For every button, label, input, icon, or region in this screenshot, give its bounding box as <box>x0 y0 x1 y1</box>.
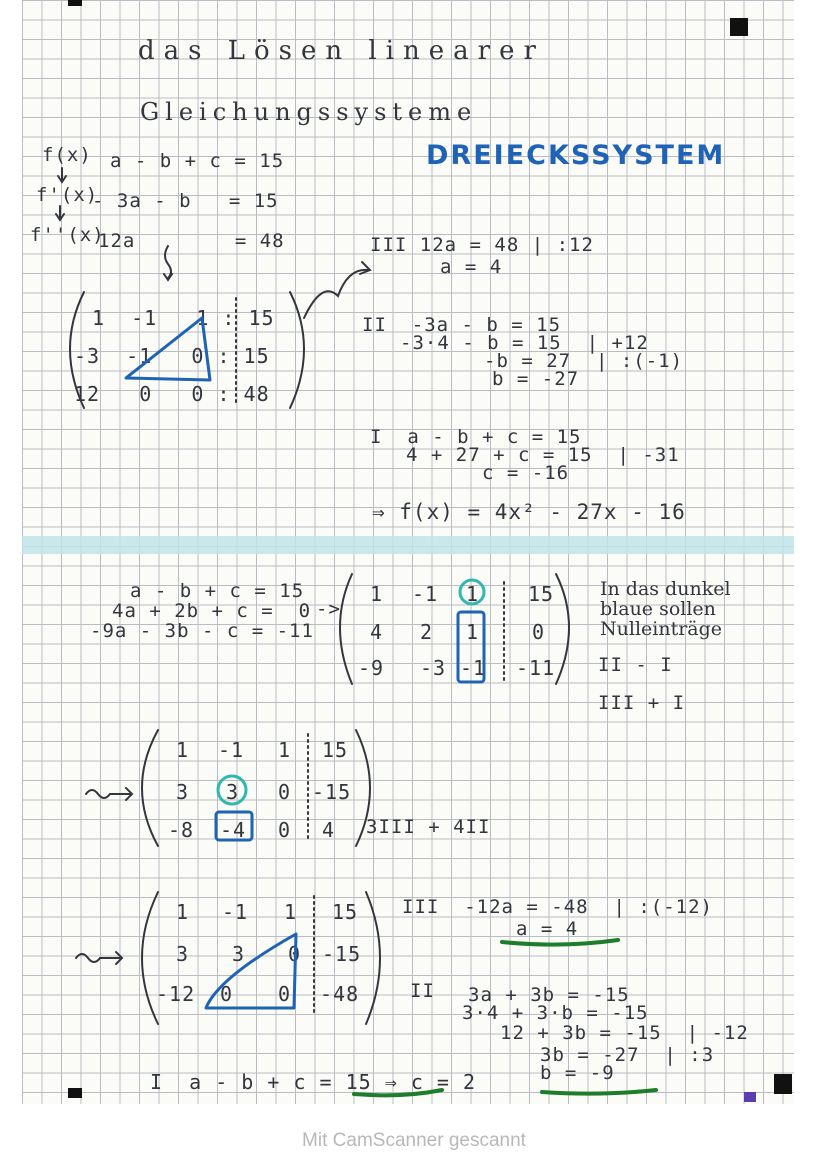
s2-solve2-label: II <box>410 980 435 1002</box>
note-line-3: Nulleinträge <box>600 618 723 640</box>
m2-r1-c2: -1 <box>218 738 245 762</box>
heading-line-2: Gleichungssysteme <box>140 98 478 126</box>
m1-r2-c4: 0 <box>532 620 546 644</box>
m3-r3-c1: -12 <box>156 982 196 1006</box>
m2-r2-c1: 3 <box>176 780 190 804</box>
blue-box-1 <box>458 612 487 682</box>
operation-2: III + I <box>598 692 686 714</box>
annotations-layer <box>22 0 794 1104</box>
label-f-prime: f'(x) <box>36 184 99 206</box>
m1-r2-c2: 2 <box>420 620 434 644</box>
m3-r1-c4: 15 <box>332 900 359 924</box>
m1-r1-c3: 1 <box>466 582 480 606</box>
solve2-line-1: II -3a - b = 15 <box>362 314 562 336</box>
m3-r3-c4: -48 <box>320 982 360 1006</box>
solve3-line-1: III 12a = 48 | :12 <box>370 234 594 256</box>
m2-r1-c3: 1 <box>278 738 292 762</box>
solve2-line-2: -3·4 - b = 15 | +12 <box>400 332 649 354</box>
equation-2: - 3a - b = 15 <box>92 190 279 212</box>
solve1-line-2: 4 + 27 + c = 15 | -31 <box>406 444 680 466</box>
solve3-line-2: a = 4 <box>440 256 503 278</box>
teal-circle-2 <box>218 776 246 804</box>
result-function: ⇒ f(x) = 4x² - 27x - 16 <box>372 500 686 524</box>
m1-r3-c4: -11 <box>516 656 556 680</box>
m3-r3-c3: 0 <box>278 982 292 1006</box>
solve2-line-4: b = -27 <box>492 368 580 390</box>
squiggle-down <box>164 246 172 280</box>
m1-r3-c1: -9 <box>358 656 385 680</box>
m2-r1-c1: 1 <box>176 738 190 762</box>
m1-r1-c2: -1 <box>412 582 439 606</box>
down-arrow-1 <box>58 168 66 182</box>
m2-r3-c1: -8 <box>168 818 195 842</box>
blue-box-2 <box>216 812 252 840</box>
scanner-watermark: Mit CamScanner gescannt <box>302 1130 526 1151</box>
wavy-arrow-2 <box>76 952 122 964</box>
m1-r2-c3: 1 <box>466 620 480 644</box>
s2-solve2-line-3: 12 + 3b = -15 | -12 <box>500 1022 749 1044</box>
matrix-row-3: 12 0 0 : 48 <box>74 382 270 406</box>
matrix-row-1: 1 -1 1 : 15 <box>92 306 275 330</box>
note-line-2: blaue sollen <box>600 598 716 620</box>
m3-r1-c1: 1 <box>176 900 190 924</box>
s2-equation-2: 4a + 2b + c = 0 <box>112 600 312 622</box>
s2-solve2-line-1: 3a + 3b = -15 <box>468 984 630 1006</box>
m3-r2-c4: -15 <box>322 942 362 966</box>
m2-r3-c3: 0 <box>278 818 292 842</box>
note-line-1: In das dunkel <box>600 578 731 600</box>
matrix-row-2: -3 -1 0 : 15 <box>74 344 270 368</box>
label-f: f(x) <box>42 144 92 166</box>
solve1-line-3: c = -16 <box>482 462 570 484</box>
m2-r1-c4: 15 <box>322 738 349 762</box>
s2-arrow: -> <box>316 598 341 620</box>
m2-r3-c2: -4 <box>220 818 247 842</box>
m2-r2-c2: 3 <box>226 780 240 804</box>
s2-equation-1: a - b + c = 15 <box>130 580 305 602</box>
equation-1: a - b + c = 15 <box>110 150 285 172</box>
m3-r2-c2: 3 <box>232 942 246 966</box>
s2-solve3-line-2: a = 4 <box>516 918 579 940</box>
m1-r3-c3: -1 <box>460 656 487 680</box>
solve2-line-3: -b = 27 | :(-1) <box>484 350 684 372</box>
wavy-arrow-1 <box>86 788 132 800</box>
equation-3: 12a = 48 <box>98 230 285 252</box>
heading-line-1: das Lösen linearer <box>138 36 545 66</box>
down-arrow-2 <box>56 206 64 220</box>
matrix-bracket-left <box>70 292 84 408</box>
curly-arrow <box>304 270 368 318</box>
m2-r2-c4: -15 <box>312 780 352 804</box>
s2-solve2-line-5: b = -9 <box>540 1062 615 1084</box>
m3-r3-c2: 0 <box>220 982 234 1006</box>
m1-r1-c4: 15 <box>528 582 555 606</box>
green-underline-1 <box>502 940 618 945</box>
teal-circle-1 <box>460 580 484 604</box>
m1-r2-c1: 4 <box>370 620 384 644</box>
label-f-double-prime: f''(x) <box>30 224 105 246</box>
s2-equation-3: -9a - 3b - c = -11 <box>90 620 314 642</box>
operation-3: 3III + 4II <box>366 816 491 838</box>
m1-r1-c1: 1 <box>370 582 384 606</box>
operation-1: II - I <box>598 654 673 676</box>
s2-solve2-line-4: 3b = -27 | :3 <box>540 1044 715 1066</box>
green-underline-2 <box>542 1090 656 1094</box>
m3-r1-c3: 1 <box>284 900 298 924</box>
m1-r3-c2: -3 <box>420 656 447 680</box>
m3-r2-c3: 0 <box>288 942 302 966</box>
s2-solve3-line-1: III -12a = -48 | :(-12) <box>402 896 713 918</box>
blue-triangle-1 <box>126 318 210 380</box>
blue-triangle-2 <box>206 934 296 1008</box>
s2-solve2-line-2: 3·4 + 3·b = -15 <box>462 1002 649 1024</box>
m3-r1-c2: -1 <box>222 900 249 924</box>
matrix-bracket-right <box>290 292 304 408</box>
m2-r3-c4: 4 <box>322 818 336 842</box>
green-underline-3 <box>354 1090 442 1095</box>
notebook-page <box>22 0 794 1104</box>
solve1-line-1: I a - b + c = 15 <box>370 426 582 448</box>
section-title: DREIECKSSYSTEM <box>426 140 726 171</box>
s2-solve1: I a - b + c = 15 ⇒ c = 2 <box>150 1070 477 1094</box>
m3-r2-c1: 3 <box>176 942 190 966</box>
m2-r2-c3: 0 <box>278 780 292 804</box>
